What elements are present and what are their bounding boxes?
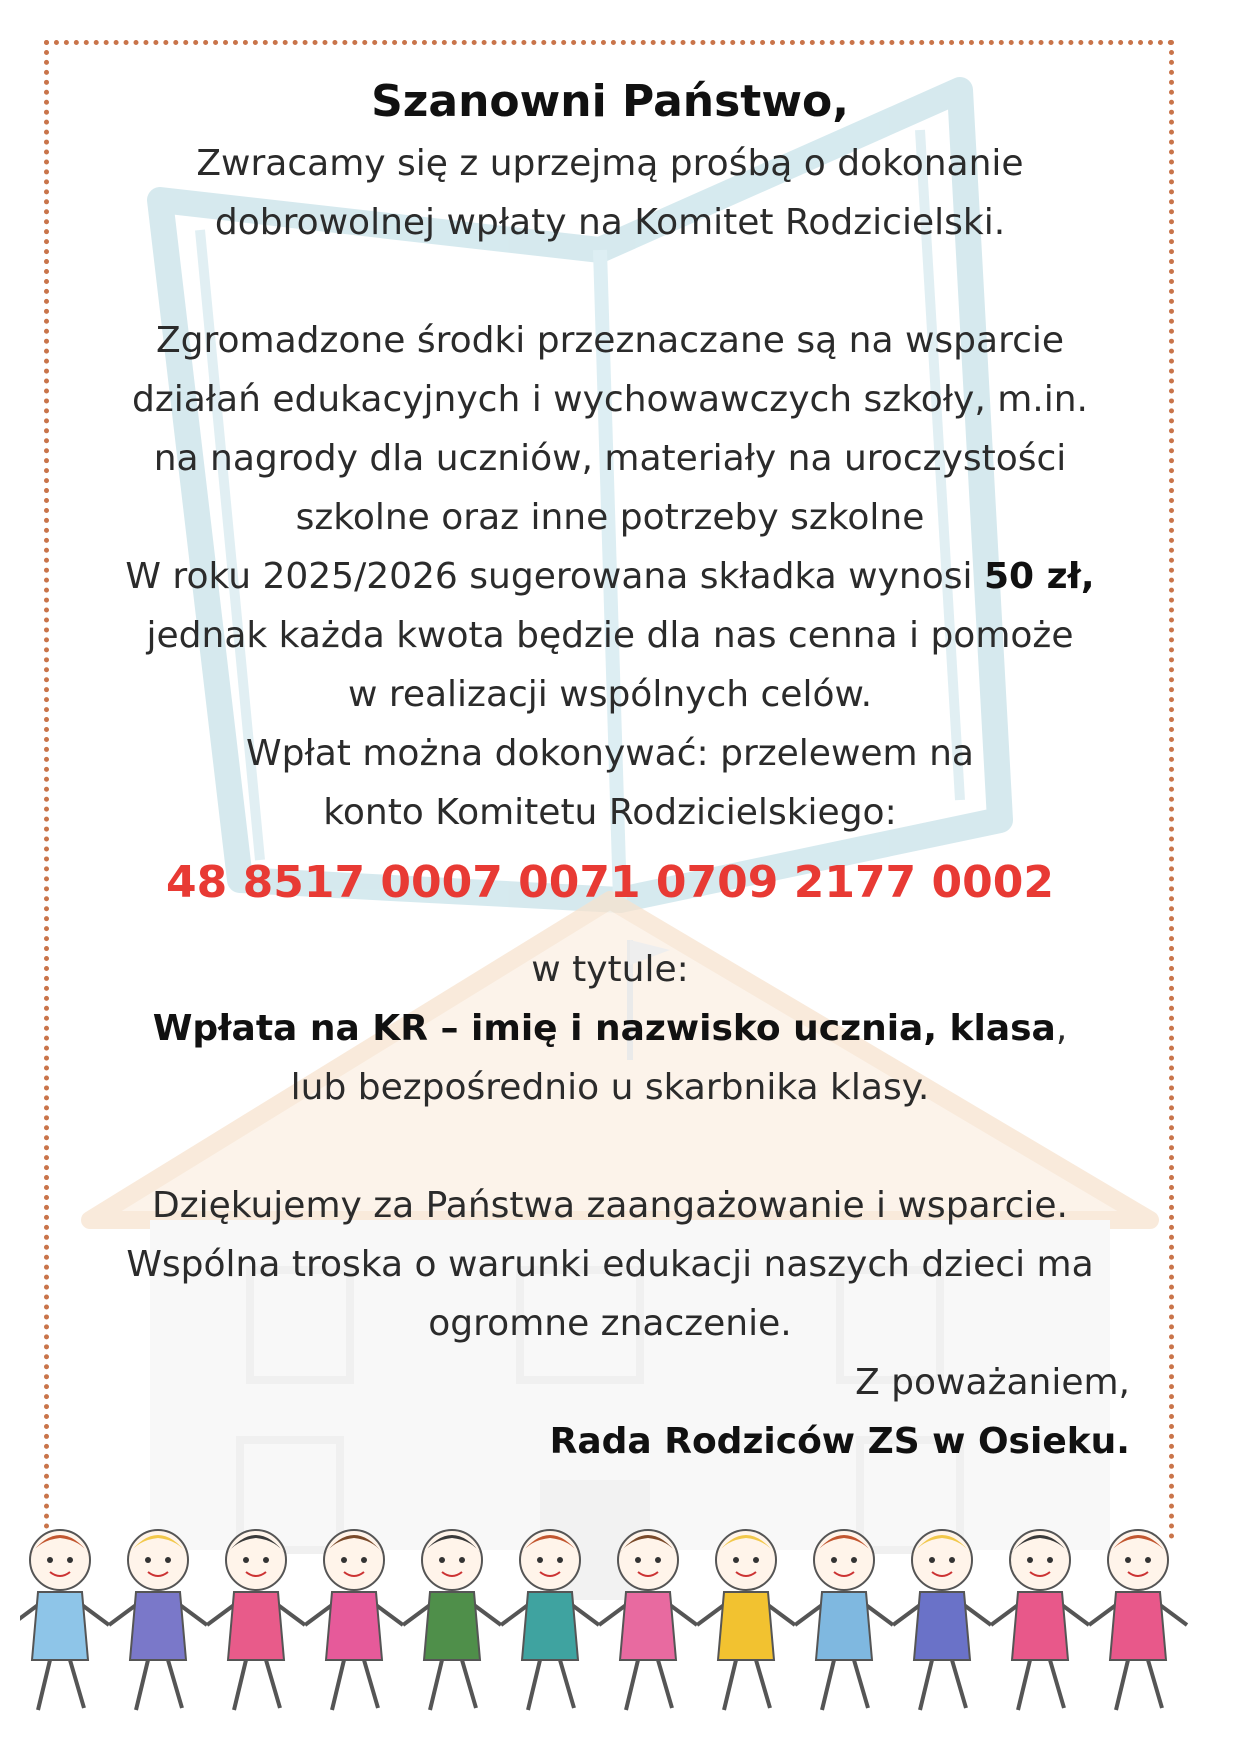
purpose-line: szkolne oraz inne potrzeby szkolne bbox=[295, 497, 925, 538]
fee-rest-line: w realizacji wspólnych celów. bbox=[347, 674, 873, 715]
fee-amount: 50 zł, bbox=[983, 556, 1095, 597]
child-figure-icon bbox=[599, 1530, 697, 1710]
fee-rest-line: jednak każda kwota będzie dla nas cenna i pomoże bbox=[146, 615, 1074, 656]
paragraph-gap bbox=[60, 1117, 1160, 1176]
thanks-line: Wspólna troska o warunki edukacji naszych dzieci ma bbox=[126, 1244, 1094, 1285]
purpose-line: na nagrody dla uczniów, materiały na uroczystości bbox=[153, 438, 1067, 479]
child-figure-icon bbox=[403, 1530, 501, 1710]
fee-text: W roku 2025/2026 sugerowana składka wynosi bbox=[125, 556, 973, 597]
fee-line bbox=[60, 547, 1160, 606]
transfer-title: Wpłata na KR – imię i nazwisko ucznia, klasa bbox=[152, 1008, 1056, 1049]
intro-line: Zwracamy się z uprzejmą prośbą o dokonanie bbox=[196, 143, 1024, 184]
thanks-line: ogromne znaczenie. bbox=[428, 1303, 792, 1344]
title-label: w tytule: bbox=[531, 949, 689, 990]
greeting-heading: Szanowni Państwo, bbox=[371, 76, 849, 127]
thanks-line: Dziękujemy za Państwa zaangażowanie i wsparcie. bbox=[151, 1185, 1068, 1226]
child-figure-icon bbox=[697, 1530, 795, 1710]
thanks-paragraph bbox=[60, 1176, 1160, 1353]
children-footer-illustration bbox=[20, 1500, 1220, 1730]
payment-info-line: konto Komitetu Rodzicielskiego: bbox=[323, 792, 897, 833]
transfer-title-section bbox=[60, 940, 1160, 1117]
child-figure-icon bbox=[991, 1530, 1089, 1710]
child-figure-icon bbox=[109, 1530, 207, 1710]
transfer-title-line bbox=[60, 999, 1160, 1058]
payment-info-line: Wpłat można dokonywać: przelewem na bbox=[246, 733, 974, 774]
purpose-paragraph bbox=[60, 311, 1160, 842]
child-figure-icon bbox=[501, 1530, 599, 1710]
child-figure-icon bbox=[207, 1530, 305, 1710]
purpose-line: działań edukacyjnych i wychowawczych szkoły, m.in. bbox=[132, 379, 1088, 420]
letter-body bbox=[60, 70, 1160, 1471]
alternative-line: lub bezpośrednio u skarbnika klasy. bbox=[290, 1067, 930, 1108]
purpose-line: Zgromadzone środki przeznaczane są na wsparcie bbox=[155, 320, 1065, 361]
child-figure-icon bbox=[305, 1530, 403, 1710]
signature-line: Rada Rodziców ZS w Osieku. bbox=[549, 1421, 1130, 1462]
paragraph-gap bbox=[60, 252, 1160, 311]
intro-line: dobrowolnej wpłaty na Komitet Rodzicielski. bbox=[214, 202, 1006, 243]
child-figure-icon bbox=[795, 1530, 893, 1710]
closing-line: Z poważaniem, bbox=[855, 1362, 1130, 1403]
account-number: 48 8517 0007 0071 0709 2177 0002 bbox=[166, 857, 1054, 908]
child-figure-icon bbox=[893, 1530, 991, 1710]
child-figure-icon bbox=[1089, 1530, 1187, 1710]
child-figure-icon bbox=[20, 1530, 109, 1710]
signoff bbox=[60, 1353, 1160, 1471]
intro-paragraph bbox=[60, 134, 1160, 252]
transfer-title-comma: , bbox=[1055, 1008, 1068, 1049]
